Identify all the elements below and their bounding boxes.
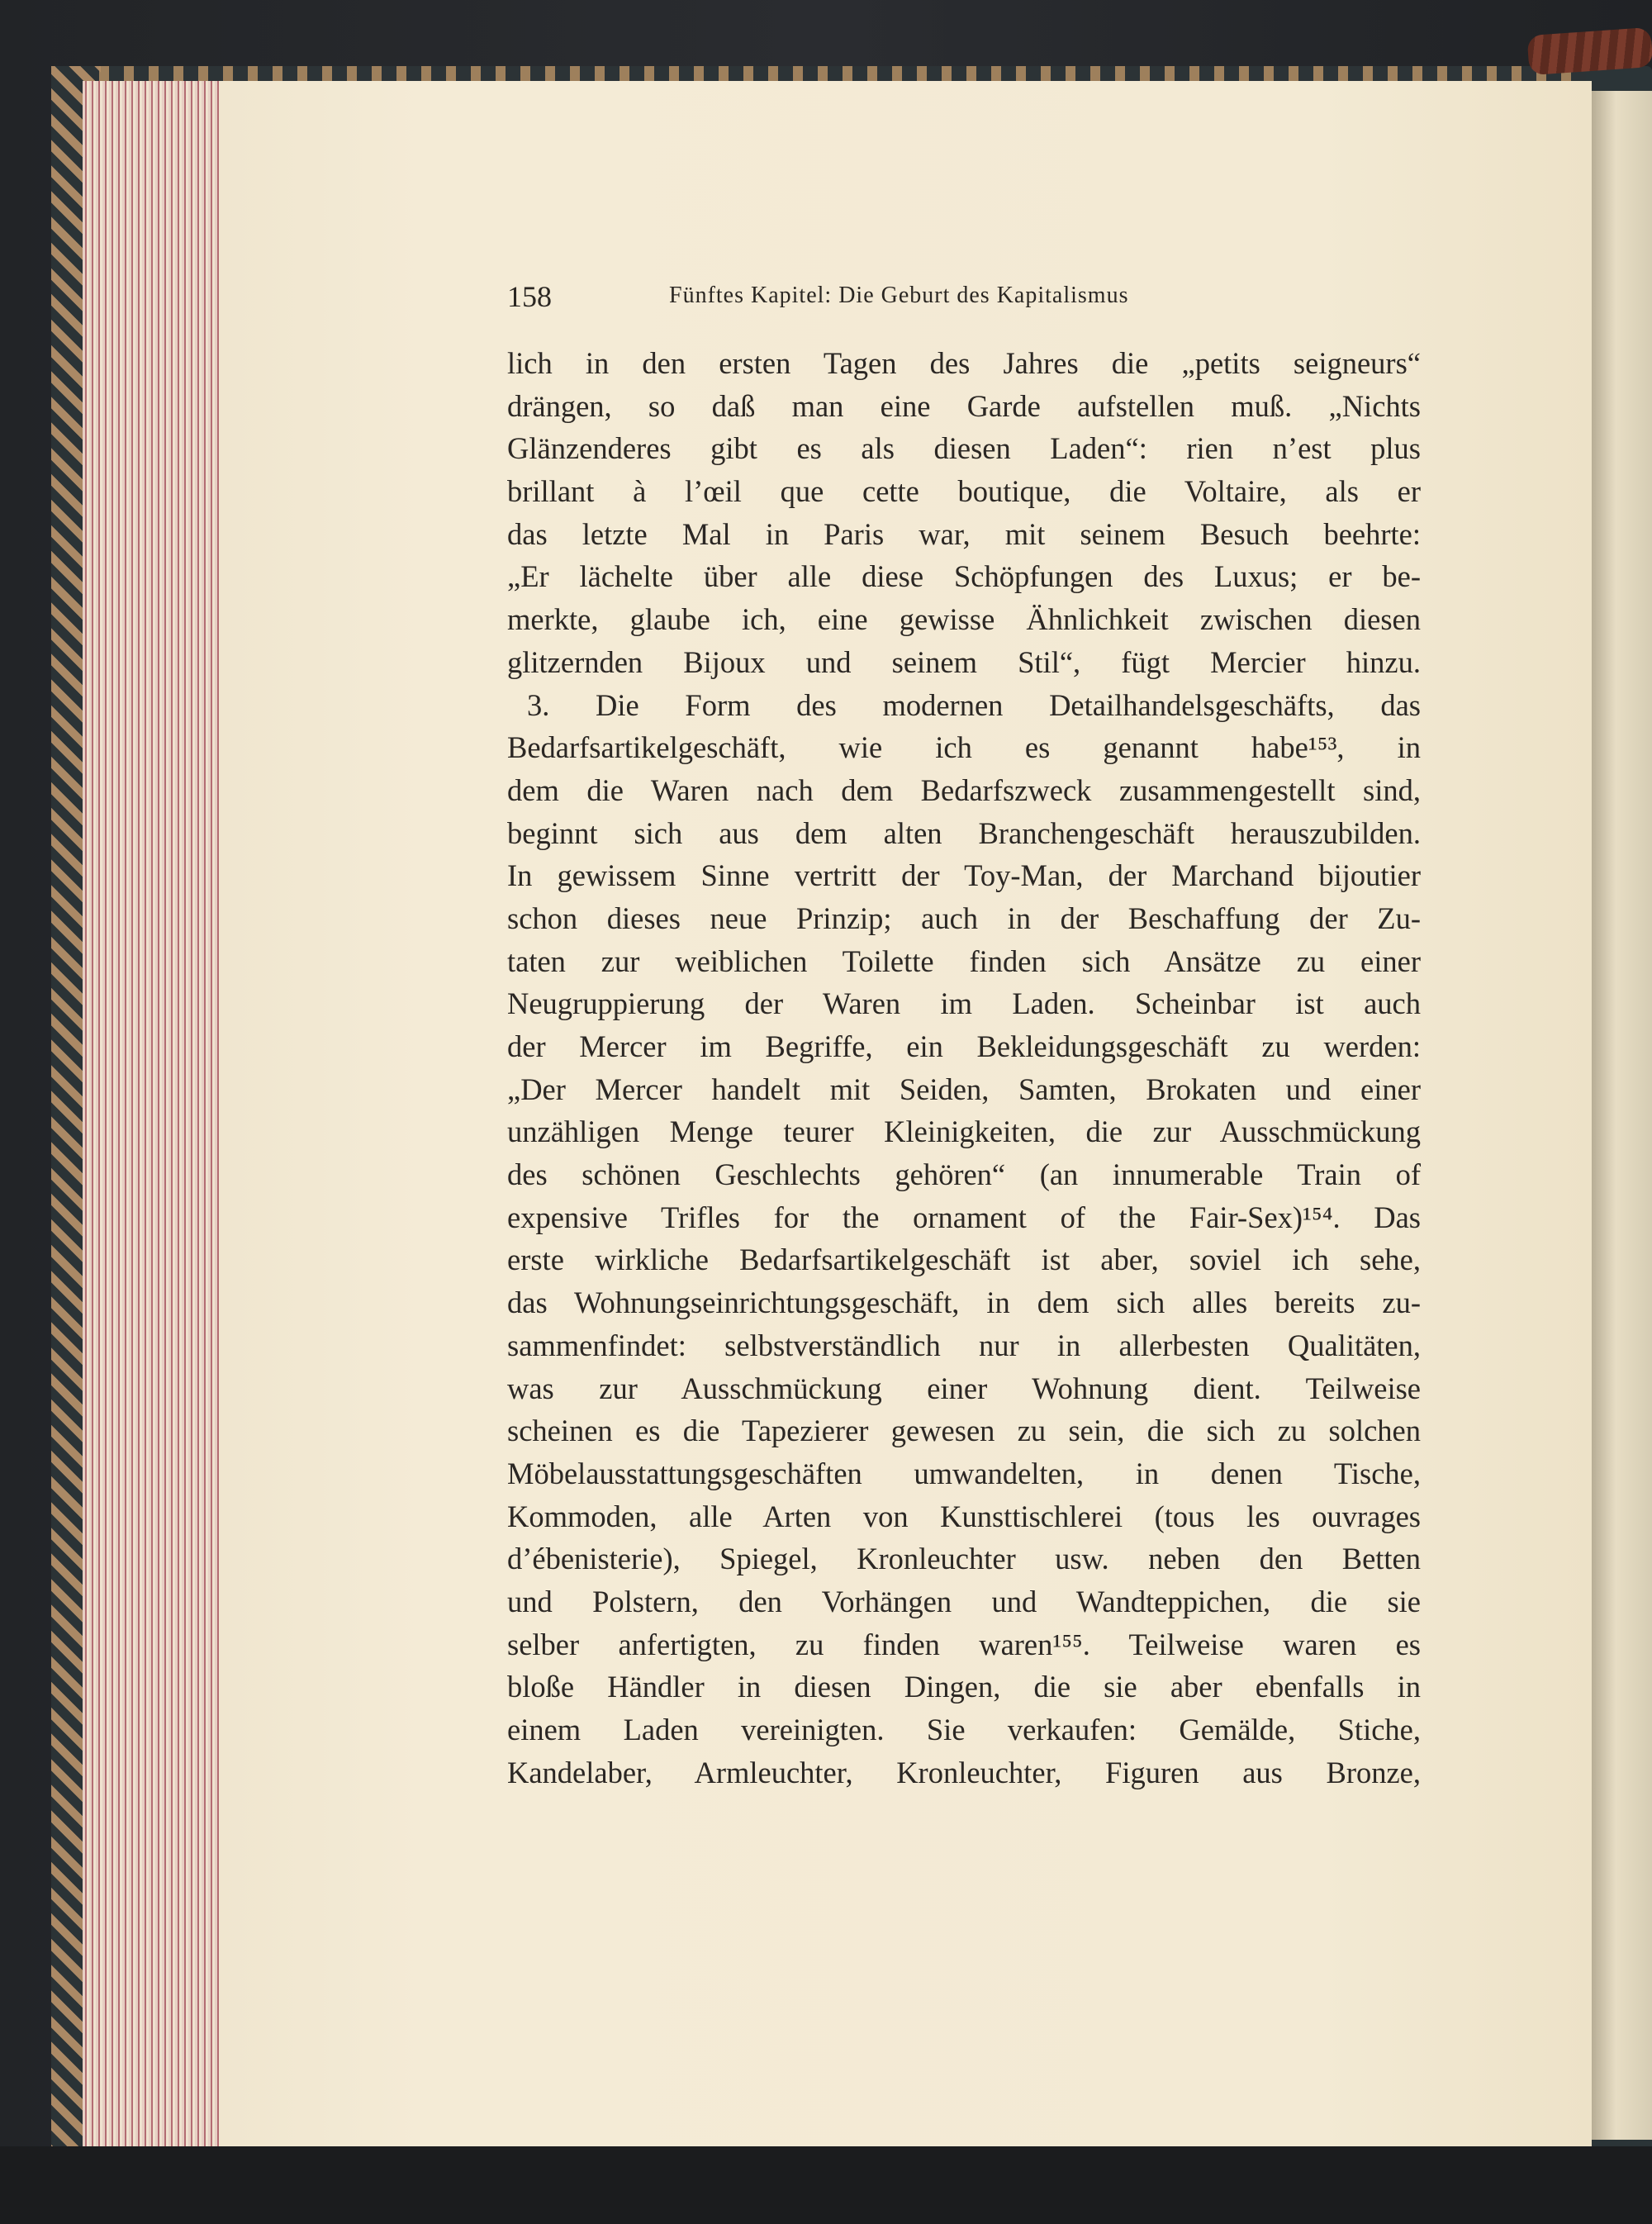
text-line: Glänzenderes gibt es als diesen Laden“: rien n’est plus bbox=[507, 431, 1421, 466]
running-head bbox=[507, 279, 1416, 317]
text-line: unzähligen Menge teurer Kleinigkeiten, die zur Ausschmückung bbox=[507, 1114, 1421, 1149]
text-line: In gewissem Sinne vertritt der Toy-Man, der Marchand bijoutier bbox=[507, 858, 1421, 893]
bottom-shadow bbox=[0, 2146, 1652, 2224]
text-line: „Der Mercer handelt mit Seiden, Samten, Brokaten und einer bbox=[507, 1072, 1421, 1106]
text-line: sammenfindet: selbstverständlich nur in allerbesten Qualitäten, bbox=[507, 1328, 1421, 1362]
text-line: beginnt sich aus dem alten Branchengeschäft herauszubilden. bbox=[507, 815, 1421, 850]
text-line: drängen, so daß man eine Garde aufstellen muß. „Nichts bbox=[507, 388, 1421, 423]
text-line: expensive Trifles for the ornament of the Fair-Sex)¹⁵⁴. Das bbox=[507, 1200, 1421, 1234]
text-line: bloße Händler in diesen Dingen, die sie aber ebenfalls in bbox=[507, 1670, 1421, 1704]
text-line: und Polstern, den Vorhängen und Wandteppichen, die sie bbox=[507, 1584, 1421, 1618]
text-line: dem die Waren nach dem Bedarfszweck zusammengestellt sind, bbox=[507, 772, 1421, 807]
text-line: glitzernden Bijoux und seinem Stil“, fügt Mercier hinzu. bbox=[507, 644, 1421, 679]
text-line: selber anfertigten, zu finden waren¹⁵⁵. Teilweise waren es bbox=[507, 1627, 1421, 1661]
text-line: das Wohnungseinrichtungsgeschäft, in dem sich alles bereits zu- bbox=[507, 1285, 1421, 1320]
page-number: 158 bbox=[507, 280, 552, 313]
text-line: erste wirkliche Bedarfsartikelgeschäft ist aber, soviel ich sehe, bbox=[507, 1243, 1421, 1277]
text-line: Kommoden, alle Arten von Kunsttischlerei (tous les ouvrages bbox=[507, 1499, 1421, 1533]
text-line: 3. Die Form des modernen Detailhandelsgeschäfts, das bbox=[527, 687, 1421, 722]
text-line: des schönen Geschlechts gehören“ (an innumerable Train of bbox=[507, 1157, 1421, 1192]
text-line: schon dieses neue Prinzip; auch in der Beschaffung der Zu- bbox=[507, 901, 1421, 935]
text-line: scheinen es die Tapezierer gewesen zu sein, die sich zu solchen bbox=[507, 1414, 1421, 1448]
text-line: taten zur weiblichen Toilette finden sich Ansätze zu einer bbox=[507, 943, 1421, 978]
chapter-title: Fünftes Kapitel: Die Geburt des Kapitalismus bbox=[669, 283, 1129, 308]
facing-page-edge bbox=[1592, 91, 1652, 2140]
text-line: brillant à l’œil que cette boutique, die Voltaire, als er bbox=[507, 474, 1421, 509]
text-line: das letzte Mal in Paris war, mit seinem Besuch beehrte: bbox=[507, 516, 1421, 551]
body-text bbox=[507, 342, 1421, 1794]
text-line: was zur Ausschmückung einer Wohnung dient. Teilweise bbox=[507, 1371, 1421, 1405]
text-line: merkte, glaube ich, eine gewisse Ähnlichkeit zwischen diesen bbox=[507, 602, 1421, 637]
text-line: lich in den ersten Tagen des Jahres die „petits seigneurs“ bbox=[507, 346, 1421, 380]
text-line: „Er lächelte über alle diese Schöpfungen des Luxus; er be- bbox=[507, 559, 1421, 594]
text-line: Neugruppierung der Waren im Laden. Scheinbar ist auch bbox=[507, 986, 1421, 1021]
text-line: d’ébenisterie), Spiegel, Kronleuchter usw. neben den Betten bbox=[507, 1542, 1421, 1576]
text-line: der Mercer im Begriffe, ein Bekleidungsgeschäft zu werden: bbox=[507, 1029, 1421, 1063]
text-line: Kandelaber, Armleuchter, Kronleuchter, Figuren aus Bronze, bbox=[507, 1755, 1421, 1789]
text-line: Bedarfsartikelgeschäft, wie ich es genannt habe¹⁵³, in bbox=[507, 730, 1421, 765]
text-line: einem Laden vereinigten. Sie verkaufen: Gemälde, Stiche, bbox=[507, 1713, 1421, 1746]
page-stack-edge bbox=[83, 81, 225, 2153]
text-line: Möbelausstattungsgeschäften umwandelten, in denen Tische, bbox=[507, 1456, 1421, 1490]
